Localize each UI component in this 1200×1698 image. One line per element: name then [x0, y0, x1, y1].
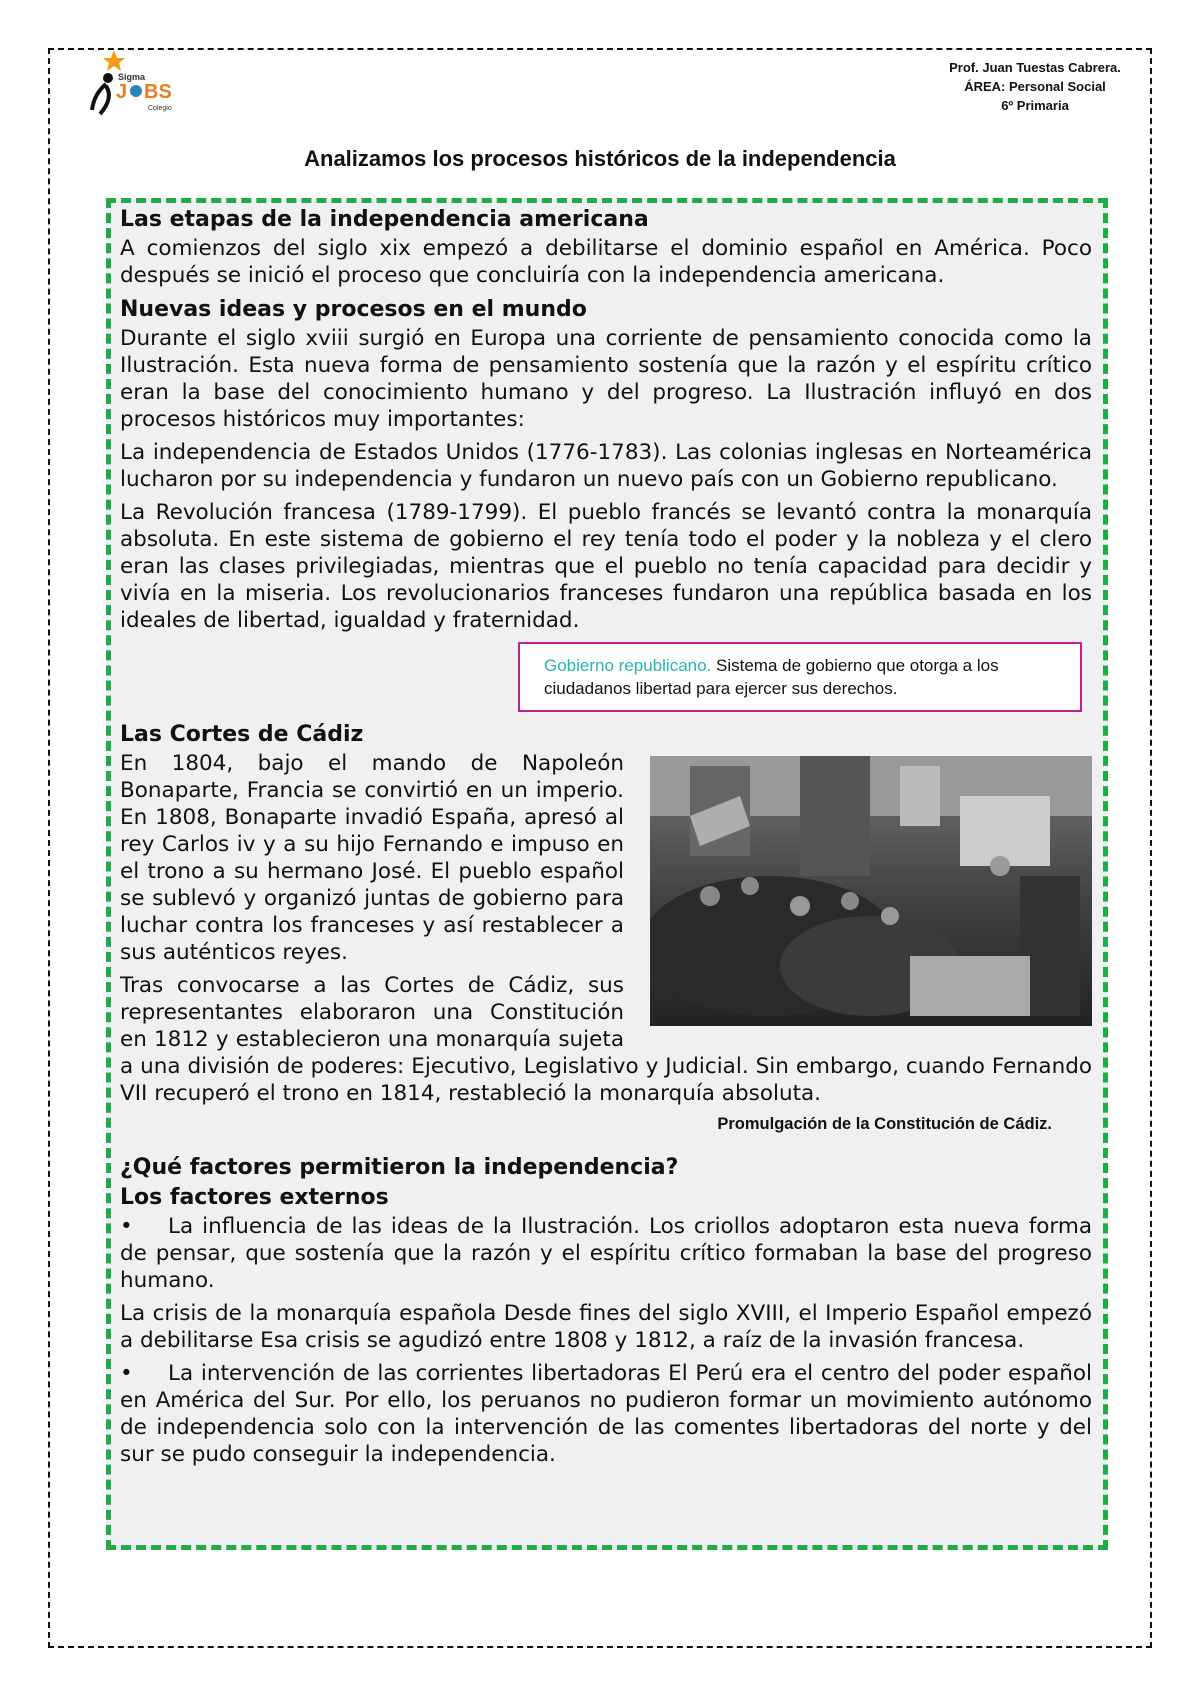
section-heading-factores: ¿Qué factores permitieron la independencia?: [120, 1155, 679, 1180]
content-body: [120, 205, 1092, 1474]
bullet-ilustracion: [120, 1213, 1092, 1294]
page-title: Analizamos los procesos históricos de la independencia: [304, 146, 896, 171]
teacher-name: Prof. Juan Tuestas Cabrera.: [949, 60, 1121, 75]
paragraph-etapas: A comienzos del siglo xix empezó a debilitarse el dominio español en América. Poco después se inició el proceso que concluiría con la independencia americana.: [120, 236, 1092, 288]
bullet-corrientes: [120, 1360, 1092, 1468]
paragraph-constitucion: Tras convocarse a las Cortes de Cádiz, sus representantes elaboraron una Constitución en 1812 y establecieron una monarquía sujeta a una división de poderes: Ejecutivo, Legislativo y Judicial. Sin embargo, cuando Fernando VII recuperó el trono en 1814, restableció la monarquía absoluta.: [120, 973, 1092, 1106]
cortes-cadiz-photo: [650, 756, 1092, 1026]
paragraph-crisis-monarquia: La crisis de la monarquía española Desde fines del siglo XVIII, el Imperio Español empezó a debilitarse Esa crisis se agudizó entre 1808 y 1812, a raíz de la invasión francesa.: [120, 1301, 1092, 1353]
definition-box: [518, 642, 1082, 712]
figure-caption: Promulgación de la Constitución de Cádiz.: [717, 1115, 1052, 1133]
paragraph-napoleon: En 1804, bajo el mando de Napoleón Bonaparte, Francia se convirtió en un imperio. En 1808, Bonaparte invadió España, apresó al rey Carlos iv y a su hijo Fernando e impuso en el trono a su hermano José. El pueblo español se sublevó y organizó juntas de gobierno para luchar contra los franceses y así restablecer a sus auténticos reyes.: [120, 751, 624, 965]
section-heading-factores-externos: Los factores externos: [120, 1185, 389, 1210]
bullet-text: La intervención de las corrientes libertadoras El Perú era el centro del poder español en América del Sur. Por ello, los peruanos no pudieron formar un movimiento autónomo de independencia solo con la intervención de las comentes libertadoras del norte y del sur se pudo conseguir la independencia.: [120, 1361, 1092, 1467]
svg-text:BS: BS: [144, 81, 172, 103]
paragraph-revolucion-francesa: La Revolución francesa (1789-1799). El pueblo francés se levantó contra la monarquía absoluta. En este sistema de gobierno el rey tenía todo el poder y la nobleza y el clero eran las clases privilegiadas, mientras que el pueblo no tenía capacidad para decidir y vivía en la miseria. Los revolucionarios franceses fundaron una república basada en los ideales de libertad, igualdad y fraternidad.: [120, 500, 1092, 633]
paragraph-ilustracion: Durante el siglo xviii surgió en Europa una corriente de pensamiento conocida como la Ilustración. Esta nueva forma de pensamiento sostenía que la razón y el espíritu crítico eran la base del conocimiento humano y del progreso. La Ilustración influyó en dos procesos históricos muy importantes:: [120, 326, 1092, 432]
bullet-marker: •: [120, 1214, 133, 1239]
teacher-info: [920, 58, 1150, 115]
bullet-text: La influencia de las ideas de la Ilustración. Los criollos adoptaron esta nueva forma de pensar, que sostenía que la razón y el espíritu crítico formaban la base del progreso humano.: [120, 1214, 1092, 1293]
subject-area: ÁREA: Personal Social: [964, 79, 1106, 94]
school-logo: [84, 50, 204, 118]
section-heading-nuevas-ideas: Nuevas ideas y procesos en el mundo: [120, 297, 587, 322]
bullet-marker: •: [120, 1361, 133, 1386]
svg-text:Colegio: Colegio: [148, 105, 172, 112]
svg-text:J: J: [116, 81, 128, 103]
grade-level: 6º Primaria: [1001, 98, 1069, 113]
paragraph-estados-unidos: La independencia de Estados Unidos (1776-1783). Las colonias inglesas en Norteamérica lucharon por su independencia y fundaron un nuevo país con un Gobierno republicano.: [120, 440, 1092, 492]
section-heading-etapas: Las etapas de la independencia americana: [120, 207, 649, 232]
definition-text: Sistema de gobierno que otorga a los ciudadanos libertad para ejercer sus derechos.: [544, 656, 999, 698]
figure-cortes-cadiz: [650, 756, 1092, 1026]
svg-text:Sigma: Sigma: [118, 72, 146, 82]
definition-term: Gobierno republicano.: [544, 656, 712, 675]
section-heading-cortes-cadiz: Las Cortes de Cádiz: [120, 722, 364, 747]
